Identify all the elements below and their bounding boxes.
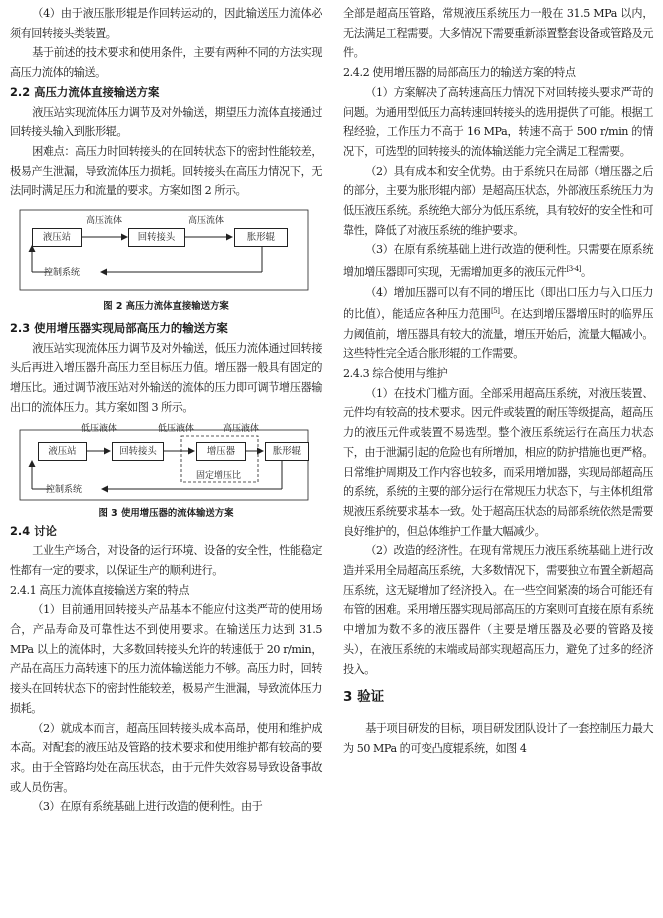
subsection-heading: 2.4.2 使用增压器的局部高压力的输送方案的特点 [343,66,576,80]
paragraph: （3）在原有系统基础上进行改造的便利性。由于 [32,800,263,814]
paragraph: 液压站实现流体压力调节及对外输送，期望压力流体直接通过回转接头输入到胀形辊。 [10,105,322,139]
figure-2-lines [10,201,322,297]
paragraph: 液压站实现流体压力调节及对外输送，低压力流体通过回转接头后再进入增压器升高压力至目标压力值。增压器一般具有固定的增压比。通过调节液压站对外输送的流体的压力即可调节增压器输出口的流体压力。其方案如图 3 所示。 [10,341,322,414]
section-heading-verification: 3 验证 [343,689,385,706]
figure-2-label-control: 控制系统 [44,268,81,279]
paragraph: 困难点：高压力时回转接头的在回转状态下的密封性能较差，极易产生泄漏，导致流体压力损耗。回转接头在高压力情况下，无法同时满足压力和流量的要求。方案如图 2 所示。 [10,144,322,198]
figure-2-box-hydraulic-station: 液压站 [32,228,82,247]
section-heading: 2.2 高压力流体直接输送方案 [10,84,160,99]
right-column [343,4,653,759]
figure-3 [10,418,322,506]
paragraph: 全部是超高压管路，常规液压系统压力一般在 31.5 MPa 以内，无法满足工程需要。大多情况下需要重新添置整套设备或管路及元件。 [343,7,653,60]
paragraph: 工业生产场合，对设备的运行环境、设备的安全性，性能稳定性都有一定的要求，以保证生产的顺利进行。 [10,544,322,577]
section-heading: 2.3 使用增压器实现局部高压力的输送方案 [10,321,228,336]
citation: [5] [490,307,500,316]
figure-3-label-fixed-ratio: 固定增压比 [196,470,242,481]
paragraph: （2）具有成本和安全优势。由于系统只在局部（增压器之后的部分，主要为胀形辊内部）是超高压状态，外部液压系统压力为低压液压系统。系统绝大部分为低压系统，具有较好的安全性和可靠性，降低了对液压系统的维护要求。 [343,164,653,237]
paragraph-text: 。在达到增压器增压时的临界压力阈值前，增压器具有较大的流量，增压开始后，流量大幅减小。这些特性完全适合胀形辊的工作需要。 [343,307,653,361]
left-column [10,4,322,817]
paragraph: （4）由于液压胀形辊是作回转运动的，因此输送压力流体必须有回转接头类装置。 [10,7,322,40]
paragraph: （1）目前通用回转接头产品基本不能应付这类严苛的使用场合，产品寿命及可靠性达不到使用要求。在输送压力达到 31.5 MPa 以上的流体时，大多数回转接头允许的转速低于 20 r/min，产品在高压力高转速下的压力流体输送能力不够。高压力时，回转接头在回转状态下的密封性能较差，极易产生泄漏，导致流体压力损耗。 [10,603,322,715]
paragraph: （2）就成本而言，超高压回转接头成本高昂，使用和维护成本高。对配套的液压站及管路的技术要求和使用维护都有较高的要求。由于全管路均处在高压状态，由于元件失效容易导致设备事故或人员伤害。 [10,721,322,794]
paragraph [343,283,653,365]
paragraph-text: （4）增加压器可以有不同的增压比（即出口压力与入口压力的比值），能适应各种压力范围 [343,285,653,321]
figure-3-box-expansion-roll: 胀形辊 [265,442,309,461]
figure-2-box-expansion-roll: 胀形辊 [234,228,288,247]
paragraph: （1）方案解决了高转速高压力情况下对回转接头要求严苛的问题。为通用型低压力高转速回转接头的选用提供了可能。根据工程经验，工作压力不高于 16 MPa，转速不高于 500 r/min 的情况下，可选型的回转接头的流体输送能力完全满足工程需要。 [343,85,653,158]
section-heading: 2.4 讨论 [10,523,57,538]
figure-3-box-hydraulic-station: 液压站 [38,442,87,461]
citation: [3-4] [566,265,582,274]
paragraph: 基于前述的技术要求和使用条件，主要有两种不同的方法实现高压力流体的输送。 [10,46,322,80]
figure-3-caption: 图 3 使用增压器的流体输送方案 [98,507,234,519]
paragraph: 基于项目研发的目标，项目研发团队设计了一套控制压力最大为 50 MPa 的可变凸度辊系统，如图 4 [343,722,653,755]
paragraph-text: （3）在原有系统基础上进行改造的便利性。只需要在原系统增加增压器即可实现，无需增加更多的液压元件 [343,243,653,279]
paragraph: （2）改造的经济性。在现有常规压力液压系统基础上进行改造并采用全局超高压系统，大多数情况下，需要独立布置全新超高压系统，这无疑增加了经济投入。在一些空间紧凑的场合可能还有布管的困难。采用增压器实现局部高压的方案则可直接在原有系统中增加为数不多的液压器件（主要是增压器及必要的管路及接头），在液压系统的末端或局部实现超高压力，避免了过多的经济投入。 [343,544,653,676]
figure-3-label: 低压液体 [158,423,195,434]
figure-3-label-control: 控制系统 [46,484,83,495]
paragraph-text: 。 [581,265,592,279]
figure-3-label: 低压液体 [81,423,118,434]
figure-2-label: 高压流体 [188,216,225,227]
figure-2 [10,201,322,311]
figure-3-label: 高压液体 [223,423,260,434]
paragraph: （1）在技术门槛方面。全部采用超高压系统，对液压装置、元件均有较高的技术要求。因元件或装置的耐压等级提高，超高压力的液压元件或装置不易选型。整个液压系统运行在高压力状态下，由于泄漏引起的危险也有所增加，相应的防护措施也更严格。日常维护周期及工作内容也较多，而采用增加器，实现局部超高压的系统，系统的主要的部分运行在常规压力状态下，与主体机组常规液压系统要求基本一致。处于超高压状态的局部系统依然是需要良好维护的，但总体维护工作量大幅减少。 [343,386,653,538]
figure-2-caption: 图 2 高压力流体直接输送方案 [103,301,229,313]
subsection-heading: 2.4.1 高压力流体直接输送方案的特点 [10,583,190,597]
figure-3-box-booster: 增压器 [196,442,246,461]
figure-2-label: 高压流体 [86,216,123,227]
subsection-heading: 2.4.3 综合使用与维护 [343,367,448,381]
figure-2-box-rotary-joint: 回转接头 [128,228,185,247]
paragraph [343,240,653,282]
figure-3-box-rotary-joint: 回转接头 [112,442,164,461]
